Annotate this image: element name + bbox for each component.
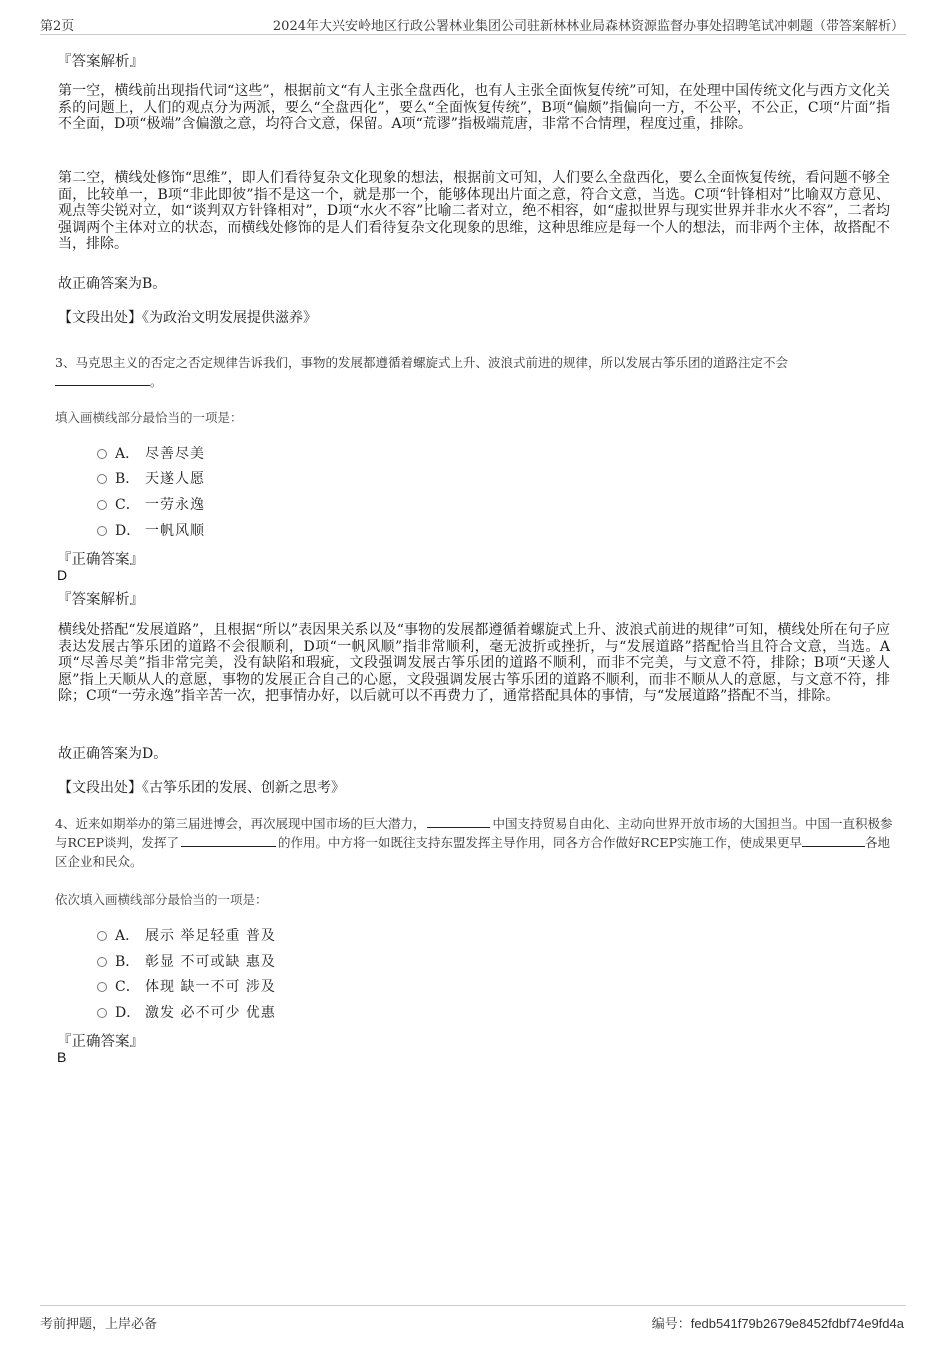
q4-stem [55, 814, 897, 871]
option-text: 激发 必不可少 优惠 [145, 1005, 276, 1021]
q4-stem-part-4: 各地区企业和民众。 [55, 835, 891, 869]
option-text: 体现 缺一不可 涉及 [145, 979, 276, 995]
q3-stem-text: 3、马克思主义的否定之否定规律告诉我们，事物的发展都遵循着螺旋式上升、波浪式前进的规律，所以发展古筝乐团的道路注定不会 [55, 355, 788, 370]
q3-prompt: 填入画横线部分最恰当的一项是： [55, 410, 243, 425]
page-header [40, 12, 906, 35]
option-letter: A． [115, 928, 140, 944]
radio-icon[interactable] [97, 500, 107, 510]
option-letter: A． [115, 446, 140, 462]
radio-icon[interactable] [97, 526, 107, 536]
option-letter: D． [115, 523, 141, 539]
radio-icon[interactable] [97, 474, 107, 484]
q3-blank [55, 373, 150, 386]
radio-icon[interactable] [97, 1008, 107, 1018]
q3-correct-answer: D [57, 567, 68, 583]
q4-correct-label: 『正确答案』 [57, 1034, 144, 1050]
q3-correct-label: 『正确答案』 [57, 552, 144, 568]
q4-correct-answer: B [57, 1049, 67, 1065]
option-letter: B． [115, 954, 140, 970]
q4-blank-3 [802, 834, 865, 847]
q4-prompt: 依次填入画横线部分最恰当的一项是： [55, 892, 268, 907]
q2-analysis-label: 『答案解析』 [57, 54, 144, 70]
q3-source: 【文段出处】《古筝乐团的发展、创新之思考》 [58, 780, 345, 796]
q2-conclusion: 故正确答案为B。 [58, 276, 167, 292]
document-code [652, 1313, 904, 1332]
option-text: 展示 举足轻重 普及 [145, 928, 276, 944]
option-letter: C． [115, 497, 140, 513]
radio-icon[interactable] [97, 982, 107, 992]
q3-conclusion: 故正确答案为D。 [58, 746, 168, 762]
q4-stem-part-3: 的作用。中方将一如既往支持东盟发挥主导作用，同各方合作做好RCEP实施工作，使成果更早 [278, 835, 803, 850]
radio-icon[interactable] [97, 931, 107, 941]
q4-stem-part-2: 中国支持贸易自由化、主动向世界开放市场的大国担当。中国一直积极参与RCEP谈判，发挥了 [55, 816, 893, 850]
option-letter: D． [115, 1005, 141, 1021]
code-value: fedb541f79b2679e8452fdbf74e9fd4a [690, 1316, 904, 1331]
radio-icon[interactable] [97, 449, 107, 459]
option-text: 尽善尽美 [145, 446, 205, 462]
q4-blank-2 [181, 834, 276, 847]
option-text: 一帆风顺 [145, 523, 205, 539]
q2-analysis-para-2: 第二空，横线处修饰“思维”，即人们看待复杂文化现象的想法，根据前文可知，人们要么全盘西化，要么全面恢复传统，看问题不够全面，比较单一，B项“非此即彼”指不是这一个，就是那一个，能够体现出片面之意，符合文意，当选。C项“针锋相对”比喻双方意见、观点等尖锐对立，如“谈判双方针锋相对”，D项“水火不容”比喻二者对立，绝不相容，如“虚拟世界与现实世界并非水火不容”，二者均强调两个主体对立的状态，而横线处修饰的是人们看待复杂文化现象的思维，这种思维应是每一个人的想法，而非两个主体，故搭配不当，排除。 [58, 170, 890, 252]
option-text: 一劳永逸 [145, 497, 205, 513]
page-number: 第2页 [40, 19, 75, 34]
radio-icon[interactable] [97, 957, 107, 967]
q2-analysis-para-1: 第一空，横线前出现指代词“这些”，根据前文“有人主张全盘西化，也有人主张全面恢复传统”可知，在处理中国传统文化与西方文化关系的问题上，人们的观点分为两派，要么“全盘西化”，要么“全面恢复传统”，B项“偏颇”指偏向一方，不公平，不公正，C项“片面”指不全面，D项“极端”含偏激之意，均符合文意，保留。A项“荒谬”指极端荒唐，非常不合情理，程度过重，排除。 [58, 83, 890, 132]
q3-stem-end: 。 [150, 374, 163, 389]
q3-analysis: 横线处搭配“发展道路”，且根据“所以”表因果关系以及“事物的发展都遵循着螺旋式上升、波浪式前进的规律”可知，横线处所在句子应表达发展古筝乐团的道路不会很顺利，D项“一帆风顺”指非常顺利，毫无波折或挫折，与“发展道路”搭配恰当且符合文意，当选。A项“尽善尽美”指非常完美，没有缺陷和瑕疵，文段强调发展古筝乐团的道路不顺利，而非不完美，与文意不符，排除；B项“天遂人愿”指上天顺从人的意愿，事物的发展正合自己的心愿，文段强调发展古筝乐团的道路不顺利，而非不顺从人的意愿，与文意不符，排除；C项“一劳永逸”指辛苦一次，把事情办好，以后就可以不再费力了，通常搭配具体的事情，与“发展道路”搭配不当，排除。 [58, 622, 890, 704]
footer-slogan: 考前押题，上岸必备 [40, 1317, 158, 1332]
page-footer [40, 1305, 906, 1332]
option-text: 彰显 不可或缺 惠及 [145, 954, 276, 970]
q4-stem-part-1: 4、近来如期举办的第三届进博会，再次展现中国市场的巨大潜力， [55, 816, 426, 831]
q2-source: 【文段出处】《为政治文明发展提供滋养》 [58, 310, 317, 326]
option-letter: B． [115, 471, 140, 487]
q3-analysis-label: 『答案解析』 [57, 592, 144, 608]
code-label: 编号： [651, 1317, 691, 1332]
option-text: 天遂人愿 [145, 471, 205, 487]
document-title: 2024年大兴安岭地区行政公署林业集团公司驻新林林业局森林资源监督办事处招聘笔试冲刺题（带答案解析） [272, 19, 904, 34]
q3-stem [55, 353, 897, 391]
q4-blank-1 [427, 815, 490, 828]
option-letter: C． [115, 979, 140, 995]
